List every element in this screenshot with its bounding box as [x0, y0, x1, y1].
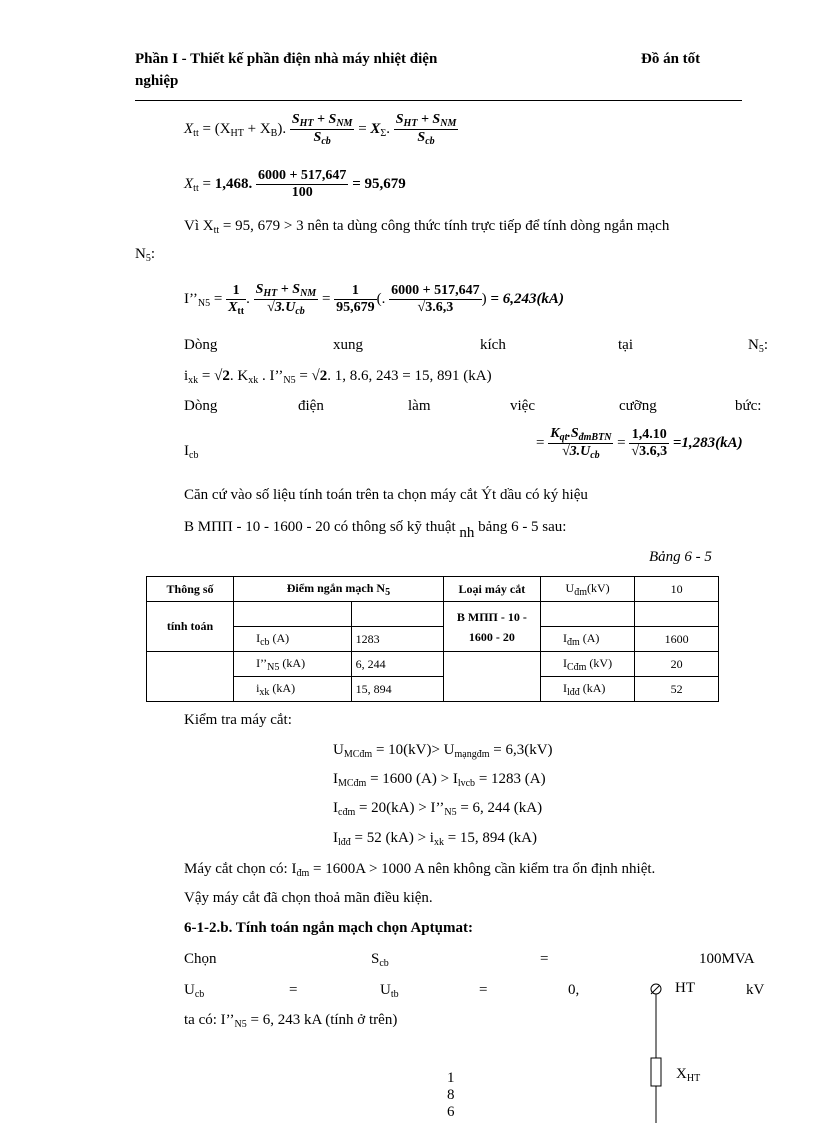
lamviec-5: cưỡng	[619, 398, 657, 414]
formula-ixk: $i_{xk} = √2$. $K_{xk}$ . $I’’_{N5} = √2$. 1, 8.6, 243 = 15, 891 (kA)	[184, 368, 492, 386]
paragraph-cancu: Căn cứ vào số liệu tính toán trên ta chọn máy cắt Ýt dầu có ký hiệu	[184, 487, 588, 503]
header-thongso: Thông số	[147, 577, 234, 602]
value-icdm: 20	[635, 652, 719, 677]
page-number-3: 6	[447, 1104, 455, 1120]
formula-xtt-value: $X_{tt} = 1,468$. $\frac{6000 + 517,647}{100}$ = 95,679	[184, 168, 406, 200]
lamviec-6: bức:	[735, 398, 762, 414]
ht-label: HT	[675, 980, 695, 996]
table-caption: Bảng 6 - 5	[649, 549, 712, 565]
ucb-eq2: =	[479, 982, 488, 998]
value-idm: 1600	[635, 627, 719, 652]
icb-label: $I_{cb}$	[184, 443, 199, 461]
breaker-type: B MΠΠ - 10 - 1600 - 20	[443, 602, 540, 652]
header-udm: $U_{đm}(kV)$	[540, 577, 634, 602]
check-line-2: $I_{MCđm} = 1600$ $(A) > I_{lvcb} = 1283$ (A)	[333, 771, 546, 789]
header-right: Đồ án tốt	[641, 51, 701, 67]
section-heading: 6-1-2.b. Tính toán ngắn mạch chọn Aptụmat:	[184, 920, 473, 936]
paragraph-taco: ta có: $I’’_{N5} = 6$, 243 kA (tính ở trên)	[184, 1012, 398, 1030]
value-in5: 6, 244	[351, 652, 443, 677]
reactance-icon	[651, 1058, 661, 1086]
circuit-diagram	[640, 976, 710, 1123]
ucb-label: $U_{cb}$	[184, 982, 205, 1000]
lamviec-2: điện	[298, 398, 324, 414]
param-ixk: $i_{xk}$ (kA)	[234, 677, 352, 702]
dong-xung-kich-1: Dòng	[184, 337, 218, 353]
formula-xtt: $X_{tt} = (X_{HT} + X_B)$. $\frac{S_{HT} + S_{NM}}{S_{cb}}$ = $X_\Sigma$. $\frac{S_{HT} + S_{NM}}{S_{cb}}$	[184, 112, 457, 147]
check-line-3: $I_{cđm} = 20(kA)$ > $I’’_{N5} = 6$, 244 (kA)	[333, 800, 543, 818]
lamviec-3: làm	[408, 398, 431, 414]
formula-icb: = $\frac{K_{qt}.S_{đmBTN}}{√3.U_{cb}}$ = $\frac{1,4.10}{√3.6,3}$ =1,283(kA)	[536, 426, 743, 461]
header-udm-value: 10	[635, 577, 719, 602]
dong-xung-kich-2: xung	[333, 337, 363, 353]
param-idm: $I_{đm}$ (A)	[540, 627, 634, 652]
value-ildd: 52	[635, 677, 719, 702]
param-icdm: $I_{Cđm}$ (kV)	[540, 652, 634, 677]
lamviec-4: việc	[510, 398, 535, 414]
formula-in5: $I’’_{N5}$ = $\frac{1}{X_{tt}}$ . $\frac{S_{HT} + S_{NM}}{√3.U_{cb}}$ = $\frac{1}{95,679}$ (. $\frac{6000 + 517,647}{√3.6,3}$ ) = 6,243(kA)	[184, 282, 564, 317]
dong-xung-kich-n5: $N_5$:	[748, 337, 769, 355]
chon-value: 100MVA	[699, 951, 755, 967]
header-title-cont: nghiệp	[135, 73, 179, 89]
param-in5: $I’’_{N5}$ (kA)	[234, 652, 352, 677]
row-label: tính toán	[147, 602, 234, 652]
kiemtra-heading: Kiểm tra máy cắt:	[184, 712, 292, 728]
paragraph-bmpp: B MΠΠ - 10 - 1600 - 20 có thông số kỹ thuật nh bảng 6 - 5 sau:	[184, 519, 567, 541]
table-row	[147, 577, 719, 602]
lamviec-1: Dòng	[184, 398, 218, 414]
dong-xung-kich-3: kích	[480, 337, 506, 353]
paragraph-vay: Vậy máy cắt đã chọn thoả mãn điều kiện.	[184, 890, 433, 906]
check-line-1: $U_{MCđm} = 10(kV)> U_{mạngđm} = 6,3(kV)$	[333, 742, 553, 760]
param-ildd: $I_{lđđ}$ (kA)	[540, 677, 634, 702]
table-row	[147, 652, 719, 677]
ucb-value: 0,	[568, 982, 580, 998]
utb-label: $U_{tb}$	[380, 982, 399, 1000]
page-number-2: 8	[447, 1087, 455, 1103]
check-line-4: $I_{lđđ} = 52$ $(kA) > i_{xk} = 15$, 894 (kA)	[333, 830, 537, 848]
ucb-eq1: =	[289, 982, 298, 998]
table-row	[147, 602, 719, 627]
spec-table	[146, 576, 719, 702]
header-loai-may-cat: Loại máy cắt	[443, 577, 540, 602]
xht-label: $X_{HT}$	[676, 1066, 701, 1084]
paragraph-n5: $N_5$:	[135, 246, 156, 264]
header-title: Phần I - Thiết kế phần điện nhà máy nhiệt điện	[135, 51, 438, 67]
value-icb: 1283	[351, 627, 443, 652]
param-icb: $I_{cb}$ (A)	[234, 627, 352, 652]
chon-scb: $S_{cb}$	[371, 951, 389, 969]
dong-xung-kich-4: tại	[618, 337, 633, 353]
value-ixk: 15, 894	[351, 677, 443, 702]
paragraph-xtt: Vì $X_{tt} = 95$, 679 > 3 nên ta dùng công thức tính trực tiếp để tính dòng ngắn mạch	[184, 218, 670, 236]
chon-eq: =	[540, 951, 549, 967]
ucb-unit: kV	[746, 982, 765, 998]
header-diem-ngan-mach: Điểm ngắn mạch $N_5$	[234, 577, 444, 602]
chon-label: Chọn	[184, 951, 217, 967]
paragraph-maycat: Máy cắt chọn có: $I_{đm} = 1600A > 1000$ A nên không cần kiểm tra ổn định nhiệt.	[184, 861, 656, 879]
page-number-1: 1	[447, 1070, 455, 1086]
header-rule	[135, 100, 742, 101]
